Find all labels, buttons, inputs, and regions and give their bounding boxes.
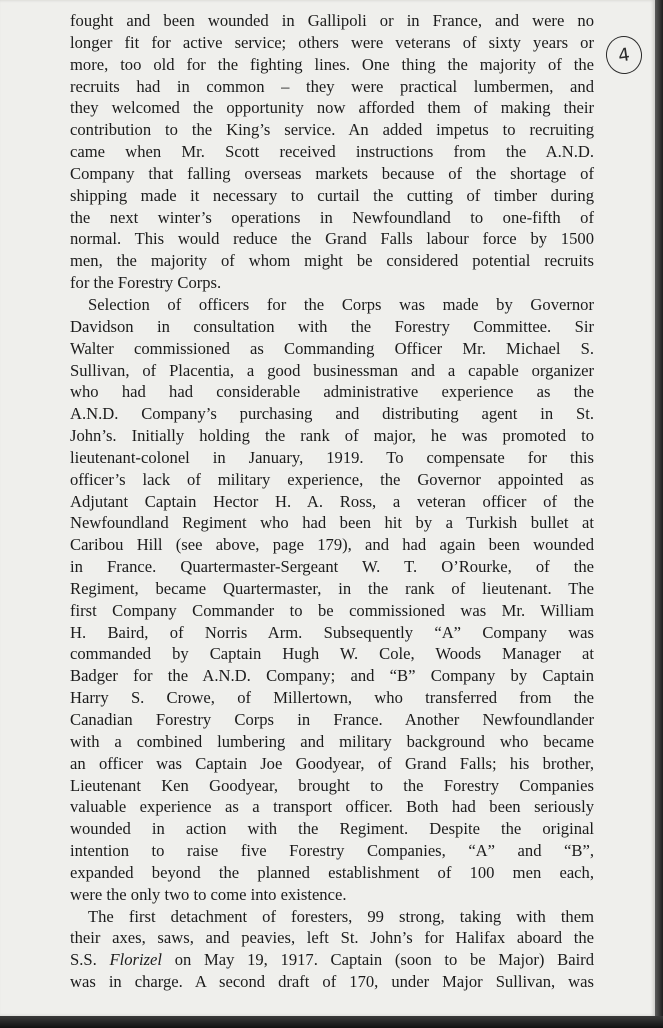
text-line: more, too old for the fighting lines. One thing the majority of the [70, 54, 594, 74]
text-line: the next winter’s operations in Newfoundland to one-fifth of [70, 207, 594, 227]
text-line: fought and been wounded in Gallipoli or in France, and were no [70, 11, 594, 30]
text-line: lieutenant-colonel in January, 1919. To compensate for this [70, 447, 594, 467]
text-line: Regiment, became Quartermaster, in the rank of lieutenant. The [70, 578, 594, 598]
text-line: Harry S. Crowe, of Millertown, who transferred from the [70, 688, 594, 708]
text-line: The first detachment of foresters, 99 strong, taking with them [88, 906, 594, 926]
text-line: with a combined lumbering and military background who became [70, 731, 594, 751]
handwritten-page-mark: 4 [604, 34, 645, 77]
text-line: Caribou Hill (see above, page 179), and had again been wounded [70, 535, 594, 555]
text-line: they welcomed the opportunity now afforded them of making their [70, 98, 594, 118]
text-line: intention to raise five Forestry Companies, “A” and “B”, [70, 841, 594, 861]
text-line: commanded by Captain Hugh W. Cole, Woods Manager at [70, 644, 594, 664]
text-line: normal. This would reduce the Grand Falls labour force by 1500 [70, 229, 594, 249]
text-line: valuable experience as a transport officer. Both had been seriously [70, 797, 594, 817]
text-line: who had had considerable administrative experience as the [70, 382, 594, 402]
text-line: Davidson in consultation with the Forestry Committee. Sir [70, 316, 594, 336]
text-line: Lieutenant Ken Goodyear, brought to the Forestry Companies [70, 775, 594, 795]
page-bottom-shadow [0, 1016, 663, 1028]
text-line: recruits had in common – they were practical lumbermen, and [70, 76, 594, 96]
text-line: Selection of officers for the Corps was made by Governor [88, 294, 594, 314]
text-line: Newfoundland Regiment who had been hit by a Turkish bullet at [70, 513, 594, 533]
text-line: Sullivan, of Placentia, a good businessman and a capable organizer [70, 360, 594, 380]
text-line: an officer was Captain Joe Goodyear, of Grand Falls; his brother, [70, 753, 594, 773]
text-line: contribution to the King’s service. An added impetus to recruiting [70, 120, 594, 140]
text-line: A.N.D. Company’s purchasing and distributing agent in St. [70, 404, 594, 424]
text-line: Badger for the A.N.D. Company; and “B” Company by Captain [70, 666, 594, 686]
text-line: Walter commissioned as Commanding Officer Mr. Michael S. [70, 338, 594, 358]
text-line: longer fit for active service; others were veterans of sixty years or [70, 32, 594, 52]
body-text [70, 10, 594, 993]
paragraph [70, 294, 594, 906]
text-line: was in charge. A second draft of 170, under Major Sullivan, was [70, 972, 594, 992]
text-line: for the Forestry Corps. [70, 273, 222, 293]
text-line: Adjutant Captain Hector H. A. Ross, a veteran officer of the [70, 491, 594, 511]
text-line: H. Baird, of Norris Arm. Subsequently “A” Company was [70, 622, 594, 642]
text-line: men, the majority of whom might be considered potential recruits [70, 251, 594, 271]
text-line: John’s. Initially holding the rank of major, he was promoted to [70, 426, 594, 446]
page-edge-shadow [655, 0, 663, 1028]
text-line: came when Mr. Scott received instructions from the A.N.D. [70, 142, 594, 162]
text-line: shipping made it necessary to curtail the cutting of timber during [70, 185, 594, 205]
paragraph [70, 906, 594, 993]
text-line: first Company Commander to be commissioned was Mr. William [70, 600, 594, 620]
text-line: their axes, saws, and peavies, left St. John’s for Halifax aboard the [70, 928, 594, 948]
text-line: Canadian Forestry Corps in France. Another Newfoundlander [70, 710, 594, 729]
text-line: officer’s lack of military experience, the Governor appointed as [70, 469, 594, 489]
text-line: in France. Quartermaster-Sergeant W. T. O’Rourke, of the [70, 557, 594, 577]
paragraph [70, 10, 594, 294]
text-line: Company that falling overseas markets because of the shortage of [70, 163, 594, 183]
text-line: were the only two to come into existence. [70, 884, 347, 904]
text-line: expanded beyond the planned establishment of 100 men each, [70, 862, 594, 882]
text-line: S.S. Florizel on May 19, 1917. Captain (soon to be Major) Baird [70, 950, 594, 970]
text-line: wounded in action with the Regiment. Despite the original [70, 819, 594, 839]
